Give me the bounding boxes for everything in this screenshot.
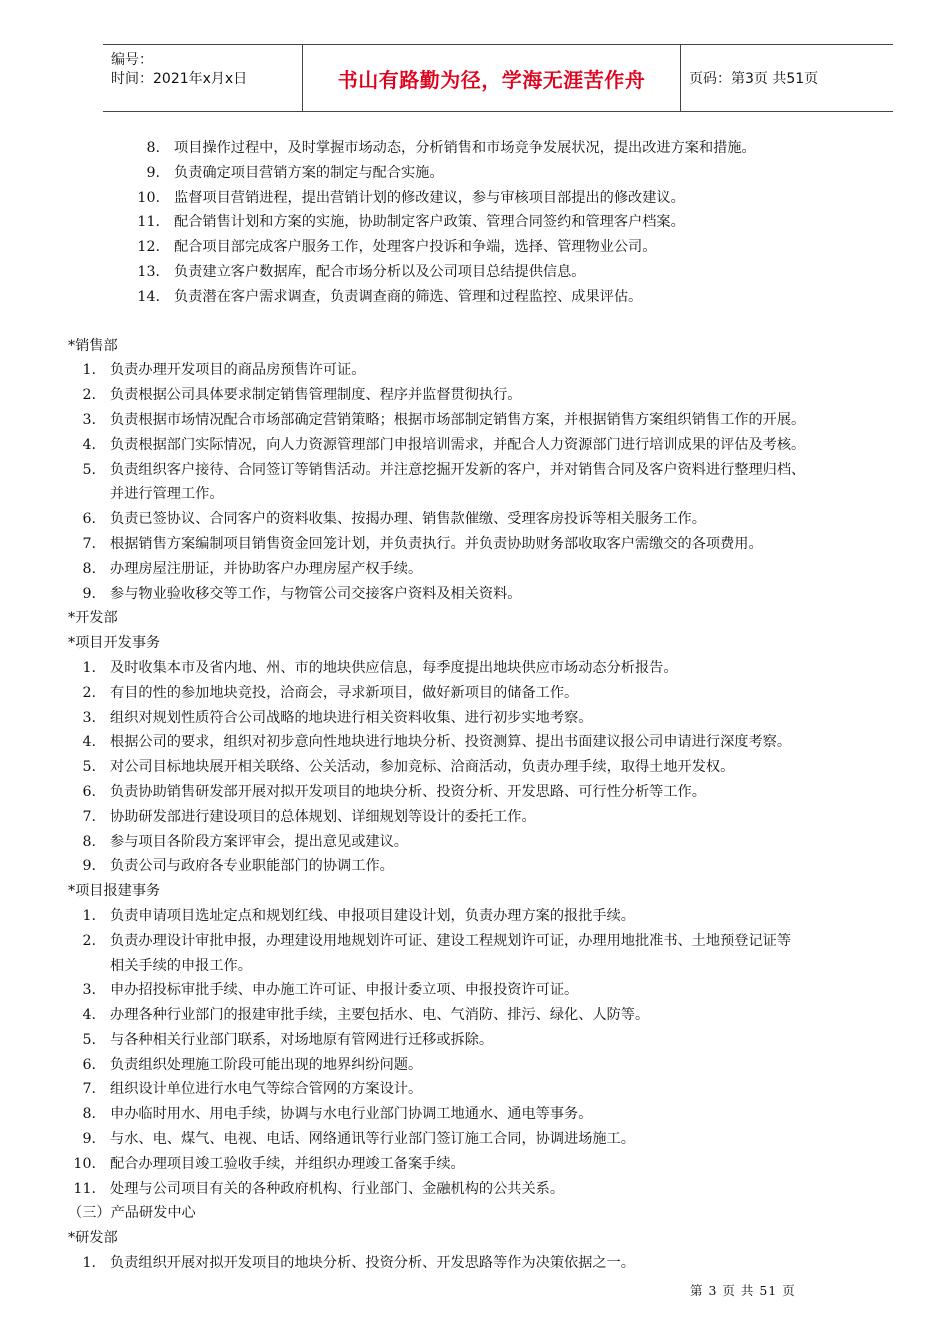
item-number: 11. bbox=[73, 1180, 96, 1197]
item-text: 负责根据市场情况配合市场部确定营销策略；根据市场部制定销售方案，并根据销售方案组织销售工作的开展。 bbox=[110, 411, 806, 428]
item-number: 10. bbox=[73, 1155, 96, 1172]
item-text: 对公司目标地块展开相关联络、公关活动，参加竞标、洽商活动，负责办理手续，取得土地开发权。 bbox=[110, 759, 735, 776]
item-number: 14. bbox=[137, 288, 160, 305]
sales-duties-list bbox=[68, 358, 938, 606]
list-item bbox=[68, 780, 938, 805]
list-item bbox=[68, 210, 938, 235]
item-text: 配合销售计划和方案的实施，协助制定客户政策、管理合同签约和管理客户档案。 bbox=[174, 214, 685, 231]
item-text: 与各种相关行业部门联系，对场地原有管网进行迁移或拆除。 bbox=[110, 1031, 494, 1048]
item-text: 监督项目营销进程，提出营销计划的修改建议，参与审核项目部提出的修改建议。 bbox=[174, 189, 685, 206]
list-item bbox=[68, 929, 938, 954]
item-text: 负责已签协议、合同客户的资料收集、按揭办理、销售款催缴、受理客房投诉等相关服务工作。 bbox=[110, 511, 706, 528]
item-text: 负责办理开发项目的商品房预售许可证。 bbox=[110, 362, 366, 379]
item-text: 及时收集本市及省内地、州、市的地块供应信息，每季度提出地块供应市场动态分析报告。 bbox=[110, 659, 678, 676]
list-item bbox=[68, 260, 938, 285]
item-number: 2. bbox=[82, 387, 96, 404]
item-text: 负责公司与政府各专业职能部门的协调工作。 bbox=[110, 858, 394, 875]
project-dev-title: *项目开发事务 bbox=[68, 635, 161, 652]
item-text: 与水、电、煤气、电视、电话、网络通讯等行业部门签订施工合同，协调进场施工。 bbox=[110, 1131, 635, 1148]
list-item bbox=[68, 582, 938, 607]
list-item bbox=[68, 1177, 938, 1202]
page-header bbox=[103, 44, 893, 112]
list-item bbox=[68, 730, 938, 755]
project-build-list bbox=[68, 904, 938, 1202]
item-number: 5. bbox=[82, 1031, 96, 1048]
item-text: 申办招投标审批手续、申办施工许可证、申报计委立项、申报投资许可证。 bbox=[110, 982, 579, 999]
list-item bbox=[68, 507, 938, 532]
rd-duties-list bbox=[68, 1251, 938, 1276]
list-item bbox=[68, 978, 938, 1003]
item-text: 根据销售方案编制项目销售资金回笼计划，并负责执行。并负责协助财务部收取客户需缴交的各项费用。 bbox=[110, 535, 763, 552]
item-number: 3. bbox=[82, 411, 96, 428]
item-number: 9. bbox=[82, 1131, 96, 1148]
item-number: 1. bbox=[82, 1255, 96, 1272]
list-item bbox=[68, 383, 938, 408]
item-number: 6. bbox=[82, 783, 96, 800]
time-label: 时间：2021年x月x日 bbox=[111, 71, 248, 87]
rd-section-title: *研发部 bbox=[68, 1230, 118, 1247]
list-item bbox=[68, 656, 938, 681]
item-number: 7. bbox=[82, 1081, 96, 1098]
item-text: 负责申请项目选址定点和规划红线、申报项目建设计划，负责办理方案的报批手续。 bbox=[110, 907, 635, 924]
header-motto: 书山有路勤为径，学海无涯苦作舟 bbox=[303, 45, 681, 111]
list-item bbox=[68, 1127, 938, 1152]
item-number: 13. bbox=[137, 263, 160, 280]
item-number: 1. bbox=[82, 659, 96, 676]
item-number: 2. bbox=[82, 932, 96, 949]
item-number: 4. bbox=[82, 734, 96, 751]
list-item bbox=[68, 681, 938, 706]
item-number: 8. bbox=[82, 560, 96, 577]
item-number: 8. bbox=[146, 140, 160, 156]
item-number: 3. bbox=[82, 982, 96, 999]
list-item bbox=[68, 433, 938, 458]
item-number: 2. bbox=[82, 684, 96, 701]
item-text: 配合项目部完成客户服务工作，处理客户投诉和争端，选择、管理物业公司。 bbox=[174, 239, 657, 256]
list-item bbox=[68, 830, 938, 855]
item-text: 参与物业验收移交等工作，与物管公司交接客户资料及相关资料。 bbox=[110, 585, 522, 602]
spacer bbox=[68, 310, 938, 334]
marketing-duties-list bbox=[68, 136, 938, 310]
list-item bbox=[68, 161, 938, 186]
list-item bbox=[68, 854, 938, 879]
item-text: 项目操作过程中，及时掌握市场动态，分析销售和市场竞争发展状况，提出改进方案和措施。 bbox=[174, 140, 756, 156]
list-item bbox=[68, 408, 938, 433]
item-number: 11. bbox=[137, 214, 160, 231]
item-text: 处理与公司项目有关的各种政府机构、行业部门、金融机构的公共关系。 bbox=[110, 1180, 565, 1197]
list-item bbox=[68, 458, 938, 483]
list-item bbox=[68, 755, 938, 780]
item-number: 1. bbox=[82, 907, 96, 924]
item-text: 负责确定项目营销方案的制定与配合实施。 bbox=[174, 164, 444, 181]
item-text: 申办临时用水、用电手续，协调与水电行业部门协调工地通水、通电等事务。 bbox=[110, 1106, 593, 1123]
item-text: 负责组织开展对拟开发项目的地块分析、投资分析、开发思路等作为决策依据之一。 bbox=[110, 1255, 635, 1272]
item-text: 办理各种行业部门的报建审批手续，主要包括水、电、气消防、排污、绿化、人防等。 bbox=[110, 1007, 650, 1024]
item-text: 负责组织处理施工阶段可能出现的地界纠纷问题。 bbox=[110, 1056, 423, 1073]
item-text: 负责根据公司具体要求制定销售管理制度、程序并监督贯彻执行。 bbox=[110, 387, 522, 404]
item-text: 根据公司的要求，组织对初步意向性地块进行地块分析、投资测算、提出书面建议报公司申请进行深度考察。 bbox=[110, 734, 792, 751]
header-page-label: 页码：第3页 共51页 bbox=[689, 71, 819, 87]
list-item bbox=[68, 1053, 938, 1078]
list-item bbox=[68, 1077, 938, 1102]
item-number: 3. bbox=[82, 709, 96, 726]
list-item bbox=[68, 1102, 938, 1127]
item-number: 1. bbox=[82, 362, 96, 379]
list-item bbox=[68, 1251, 938, 1276]
list-item bbox=[68, 805, 938, 830]
list-item bbox=[68, 358, 938, 383]
item-text: 协助研发部进行建设项目的总体规划、详细规划等设计的委托工作。 bbox=[110, 808, 536, 825]
item-text: 负责建立客户数据库，配合市场分析以及公司项目总结提供信息。 bbox=[174, 263, 586, 280]
item-number: 5. bbox=[82, 759, 96, 776]
list-item bbox=[68, 1152, 938, 1177]
item-number: 6. bbox=[82, 1056, 96, 1073]
item-number: 6. bbox=[82, 511, 96, 528]
document-body bbox=[68, 136, 938, 1276]
list-item bbox=[68, 532, 938, 557]
item-text: 办理房屋注册证，并协助客户办理房屋产权手续。 bbox=[110, 560, 423, 577]
page-footer: 第 3 页 共 51 页 bbox=[690, 1283, 796, 1298]
item-continuation: 并进行管理工作。 bbox=[110, 486, 224, 503]
list-item bbox=[68, 285, 938, 310]
item-number: 9. bbox=[146, 164, 160, 181]
list-item bbox=[68, 706, 938, 731]
item-continuation: 相关手续的申报工作。 bbox=[110, 957, 252, 974]
item-number: 7. bbox=[82, 535, 96, 552]
item-text: 有目的性的参加地块竞投，洽商会，寻求新项目，做好新项目的储备工作。 bbox=[110, 684, 579, 701]
item-text: 负责办理设计审批申报，办理建设用地规划许可证、建设工程规划许可证，办理用地批准书、土地预登记证等 bbox=[110, 932, 792, 949]
header-meta bbox=[103, 45, 303, 111]
item-text: 配合办理项目竣工验收手续，并组织办理竣工备案手续。 bbox=[110, 1155, 465, 1172]
item-number: 7. bbox=[82, 808, 96, 825]
sales-section-title: *销售部 bbox=[68, 337, 118, 354]
list-item bbox=[68, 1003, 938, 1028]
item-text: 组织对规划性质符合公司战略的地块进行相关资料收集、进行初步实地考察。 bbox=[110, 709, 593, 726]
item-text: 负责协助销售研发部开展对拟开发项目的地块分析、投资分析、开发思路、可行性分析等工作。 bbox=[110, 783, 706, 800]
item-number: 12. bbox=[137, 239, 160, 256]
product-center-title: （三）产品研发中心 bbox=[68, 1205, 196, 1222]
item-text: 负责根据部门实际情况，向人力资源管理部门申报培训需求，并配合人力资源部门进行培训成果的评估及考核。 bbox=[110, 436, 806, 453]
item-number: 8. bbox=[82, 833, 96, 850]
list-item bbox=[68, 557, 938, 582]
dev-section-title: *开发部 bbox=[68, 610, 118, 627]
item-text: 参与项目各阶段方案评审会，提出意见或建议。 bbox=[110, 833, 408, 850]
item-number: 10. bbox=[137, 189, 160, 206]
item-number: 9. bbox=[82, 858, 96, 875]
code-label: 编号： bbox=[111, 52, 153, 68]
item-text: 负责潜在客户需求调查，负责调查商的筛选、管理和过程监控、成果评估。 bbox=[174, 288, 643, 305]
item-number: 5. bbox=[82, 461, 96, 478]
list-item bbox=[68, 1028, 938, 1053]
item-number: 4. bbox=[82, 1007, 96, 1024]
item-number: 4. bbox=[82, 436, 96, 453]
list-item bbox=[68, 186, 938, 211]
item-text: 负责组织客户接待、合同签订等销售活动。并注意挖掘开发新的客户，并对销售合同及客户资料进行整理归档、 bbox=[110, 461, 806, 478]
list-item bbox=[68, 235, 938, 260]
list-item bbox=[68, 136, 938, 161]
item-number: 9. bbox=[82, 585, 96, 602]
list-item bbox=[68, 904, 938, 929]
item-text: 组织设计单位进行水电气等综合管网的方案设计。 bbox=[110, 1081, 423, 1098]
project-build-title: *项目报建事务 bbox=[68, 883, 161, 900]
project-dev-list bbox=[68, 656, 938, 879]
item-number: 8. bbox=[82, 1106, 96, 1123]
